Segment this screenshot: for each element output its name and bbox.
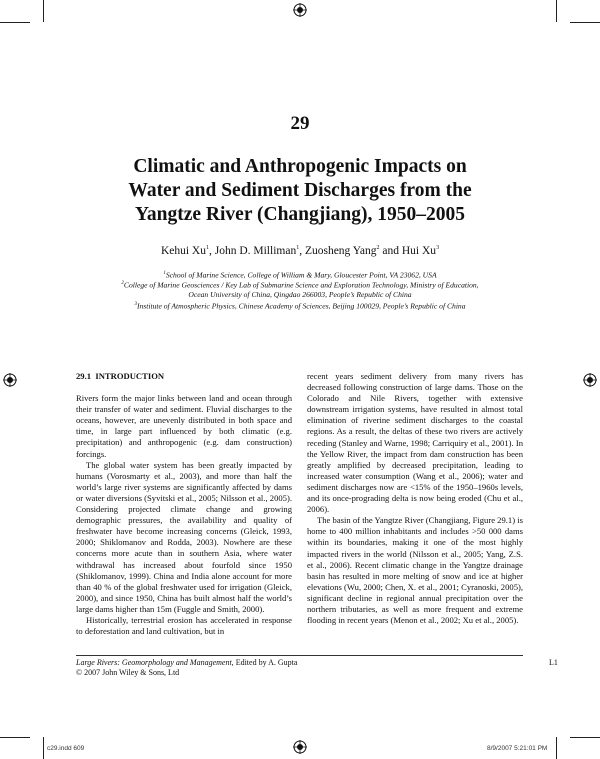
timestamp-slug: 8/9/2007 5:21:01 PM [487, 745, 548, 752]
footer-rule [76, 655, 523, 656]
body-paragraph: Historically, terrestrial erosion has accelerated in response to deforestation and land cultivation, but in [76, 614, 292, 637]
crop-mark [0, 737, 30, 738]
body-paragraph: Rivers form the major links between land and ocean through their transfer of water and sediment. Fluvial discharges to the oceans, however, are unevenly distributed in both space and time, in large part influenced by both climatic (e.g. precipitation) and anthropogenic (e.g. dam construction) forcings. [76, 393, 292, 459]
section-title: INTRODUCTION [95, 371, 165, 381]
body-paragraph: The basin of the Yangtze River (Changjiang, Figure 29.1) is home to 400 million inhabitants and includes >50 000 dams within its boundaries, making it one of the most highly impacted rivers in the world (Nilsson et al., 2005; Yang, Z.S. et al., 2006). Recent climatic change in the Yangtze drainage basin has resulted in more melting of snow and ice at higher elevations (Wu, 2000; Chen, X. et al., 2001; Cyranoski, 2005), significant decline in regional annual precipitation over the northern tributaries, as well as more frequent and extreme flooding in recent years (Menon et al., 2002; Xu et al., 2005). [307, 515, 523, 626]
book-editor: Edited by A. Gupta [233, 658, 298, 667]
book-title: Large Rivers: Geomorphology and Management, [76, 658, 234, 667]
section-heading [76, 371, 292, 382]
crop-mark [570, 22, 600, 23]
crop-mark [570, 737, 600, 738]
chapter-number: 29 [290, 113, 310, 134]
crop-mark [43, 737, 44, 759]
author-affiliation-mark: 2 [376, 245, 380, 252]
registration-mark-icon [293, 740, 307, 754]
crop-mark [556, 737, 557, 759]
author-affiliation-mark: 1 [205, 245, 209, 252]
affiliation-text: College of Marine Geosciences / Key Lab of Submarine Science and Exploration Technology, Ministry of Education, [123, 280, 479, 290]
affiliation-text: School of Marine Science, College of William & Mary, Gloucester Point, VA 23062, USA [165, 270, 437, 280]
title-line: Yangtze River (Changjiang), 1950–2005 [134, 204, 466, 225]
line-marker: L1 [549, 658, 558, 667]
author-name: John D. Milliman [214, 245, 297, 257]
crop-mark [556, 0, 557, 22]
author-affiliation-mark: 3 [436, 245, 440, 252]
affiliation-mark: 2 [121, 281, 124, 286]
affiliation-mark: 1 [163, 271, 166, 276]
section-number: 29.1 [76, 371, 92, 381]
affiliation-mark: 3 [134, 302, 137, 307]
copyright-line: © 2007 John Wiley & Sons, Ltd [76, 668, 180, 677]
right-column [307, 371, 523, 626]
author-name: Zuosheng Yang [304, 245, 377, 257]
author-name: Kehui Xu [160, 245, 206, 257]
book-source [76, 658, 516, 668]
registration-mark-icon [293, 3, 307, 17]
author-list [40, 245, 560, 257]
affiliation-text: Institute of Atmospheric Physics, Chinese Academy of Sciences, Beijing 100029, People’s Republic of China [136, 301, 466, 311]
affiliation-2 [40, 279, 560, 291]
affiliation-2-cont: Ocean University of China, Qingdao 266003, People’s Republic of China [188, 290, 412, 299]
title-line: Water and Sediment Discharges from the [128, 180, 472, 201]
crop-mark [0, 22, 30, 23]
author-separator: , [299, 245, 305, 257]
author-separator: , [208, 245, 215, 257]
affiliation-3 [40, 300, 560, 312]
registration-mark-icon [583, 373, 597, 387]
chapter-title [40, 155, 560, 227]
title-line: Climatic and Anthropogenic Impacts on [133, 156, 467, 177]
file-slug: c29.indd 609 [47, 745, 85, 752]
registration-mark-icon [3, 373, 17, 387]
crop-mark [43, 0, 44, 22]
left-column [76, 371, 292, 637]
body-paragraph: The global water system has been greatly impacted by humans (Vorosmarty et al., 2003), and more than half the world’s large river systems are significantly affected by dams or water diversions (Syvitski et al., 2005; Nilsson et al., 2005). Considering projected climate change and growing demographic pressures, the availability and quality of freshwater have become increasing concerns (Gleick, 1993, 2000; Shiklomanov and Rodda, 2003). Nowhere are these concerns more acute than in southern Asia, where water withdrawal has increased about fourfold since 1950 (Shiklomanov, 1999). China and India alone account for more than 40 % of the global freshwater used for irrigation (Gleick, 2000), and since 1950, China has built almost half the world’s large dams higher than 15m (Fuggle and Smith, 2000). [76, 459, 292, 614]
author-affiliation-mark: 1 [296, 245, 300, 252]
author-separator: and [379, 245, 402, 257]
author-name: Hui Xu [401, 245, 437, 257]
body-paragraph: recent years sediment delivery from many rivers has decreased following construction of large dams. Those on the Colorado and Nile Rivers, together with extensive downstream irrigation systems, have resulted in almost total elimination of riverine sediment discharges to the coastal regions. As a result, the deltas of these two rivers are actively receding (Stanley and Warne, 1998; Carriquiry et al., 2001). In the Yellow River, the impact from dam construction has been greatly amplified by decreased precipitation, leading to increased water consumption (Wang et al., 2006); water and sediment discharges now are <15% of the 1950–1960s levels, and its once-prograding delta is now being eroded (Chu et al., 2006). [307, 371, 523, 515]
